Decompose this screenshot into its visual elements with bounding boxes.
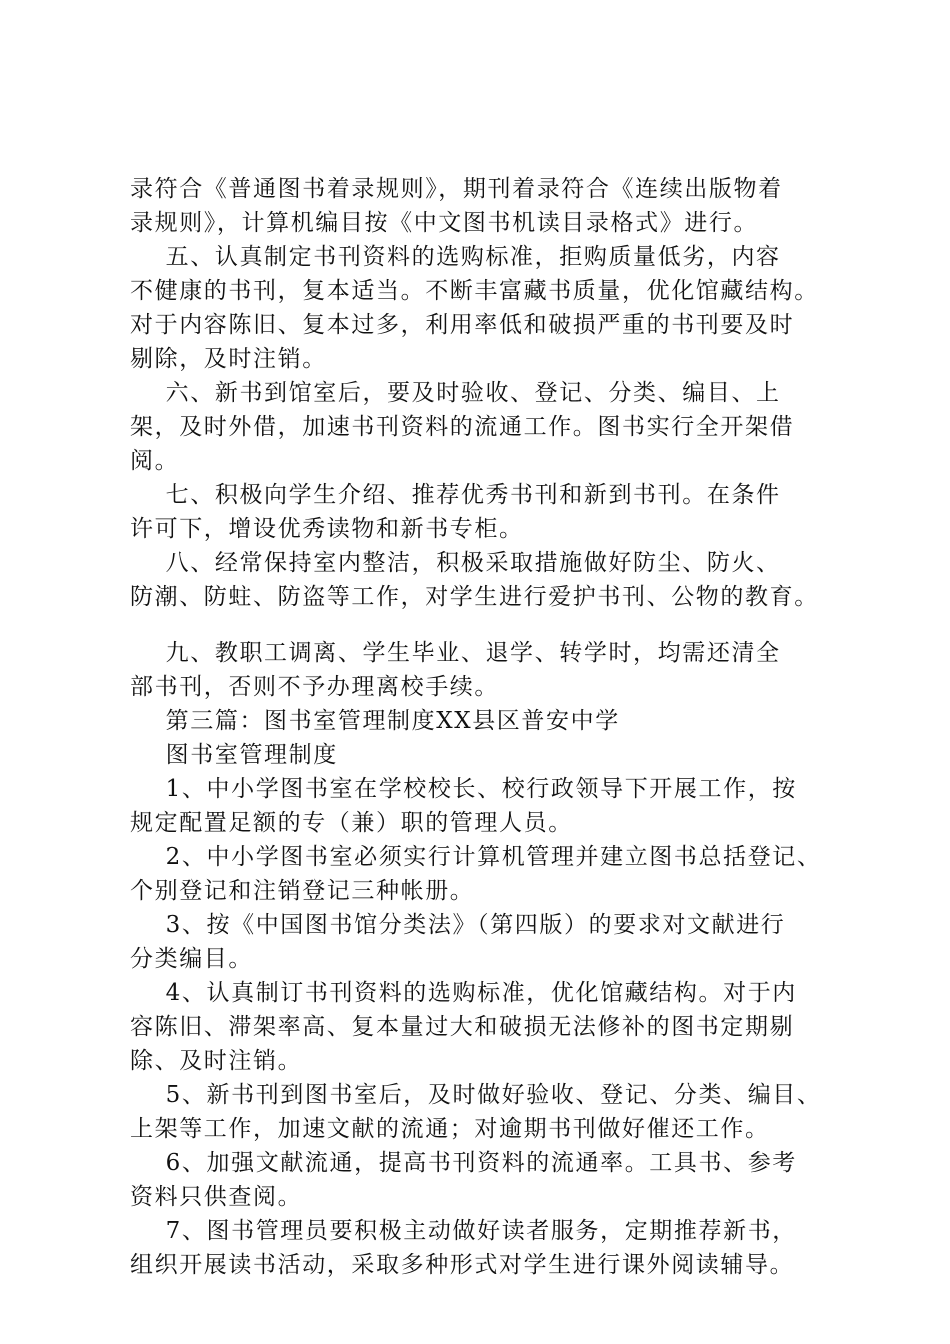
rule-6: 6、加强文献流通，提高书刊资料的流通率。工具书、参考 资料只供查阅。 xyxy=(130,1150,797,1210)
paragraph-item-8: 八、经常保持室内整洁，积极采取措施做好防尘、防火、 防潮、防蛀、防盗等工作，对学生进行爱护书刊、公物的教育。 xyxy=(130,550,819,610)
rule-3: 3、按《中国图书馆分类法》（第四版）的要求对文献进行 分类编目。 xyxy=(130,912,786,972)
document-body xyxy=(130,172,860,1282)
paragraph-item-5: 五、认真制定书刊资料的选购标准，拒购质量低劣，内容 不健康的书刊，复本适当。不断丰富藏书质量，优化馆藏结构。 对于内容陈旧、复本过多，利用率低和破损严重的书刊要及时 剔除，及时注销。 xyxy=(130,244,819,372)
paragraph-item-9: 九、教职工调离、学生毕业、退学、转学时，均需还清全 部书刊，否则不予办理离校手续。 xyxy=(130,640,781,700)
rule-2: 2、中小学图书室必须实行计算机管理并建立图书总括登记、 个别登记和注销登记三种帐册。 xyxy=(130,844,822,904)
paragraph-gap xyxy=(130,614,860,636)
rule-1: 1、中小学图书室在学校校长、校行政领导下开展工作，按 规定配置足额的专（兼）职的管理人员。 xyxy=(130,776,797,836)
rule-7: 7、图书管理员要积极主动做好读者服务，定期推荐新书， 组织开展读书活动，采取多种形式对学生进行课外阅读辅导。 xyxy=(130,1218,797,1278)
rule-5: 5、新书刊到图书室后，及时做好验收、登记、分类、编目、 上架等工作，加速文献的流通；对逾期书刊做好催还工作。 xyxy=(130,1082,822,1142)
rule-4: 4、认真制订书刊资料的选购标准，优化馆藏结构。对于内 容陈旧、滞架率高、复本量过大和破损无法修补的图书定期剔 除、及时注销。 xyxy=(130,980,797,1074)
paragraph-item-7: 七、积极向学生介绍、推荐优秀书刊和新到书刊。在条件 许可下，增设优秀读物和新书专柜。 xyxy=(130,482,781,542)
section-heading: 第三篇：图书室管理制度XX县区普安中学 xyxy=(130,708,620,734)
paragraph-cataloging-rules: 录符合《普通图书着录规则》，期刊着录符合《连续出版物着 录规则》，计算机编目按《中文图书机读目录格式》进行。 xyxy=(130,176,783,236)
section-subheading: 图书室管理制度 xyxy=(130,742,338,768)
paragraph-item-6: 六、新书到馆室后，要及时验收、登记、分类、编目、上 架，及时外借，加速书刊资料的流通工作。图书实行全开架借 阅。 xyxy=(130,380,795,474)
